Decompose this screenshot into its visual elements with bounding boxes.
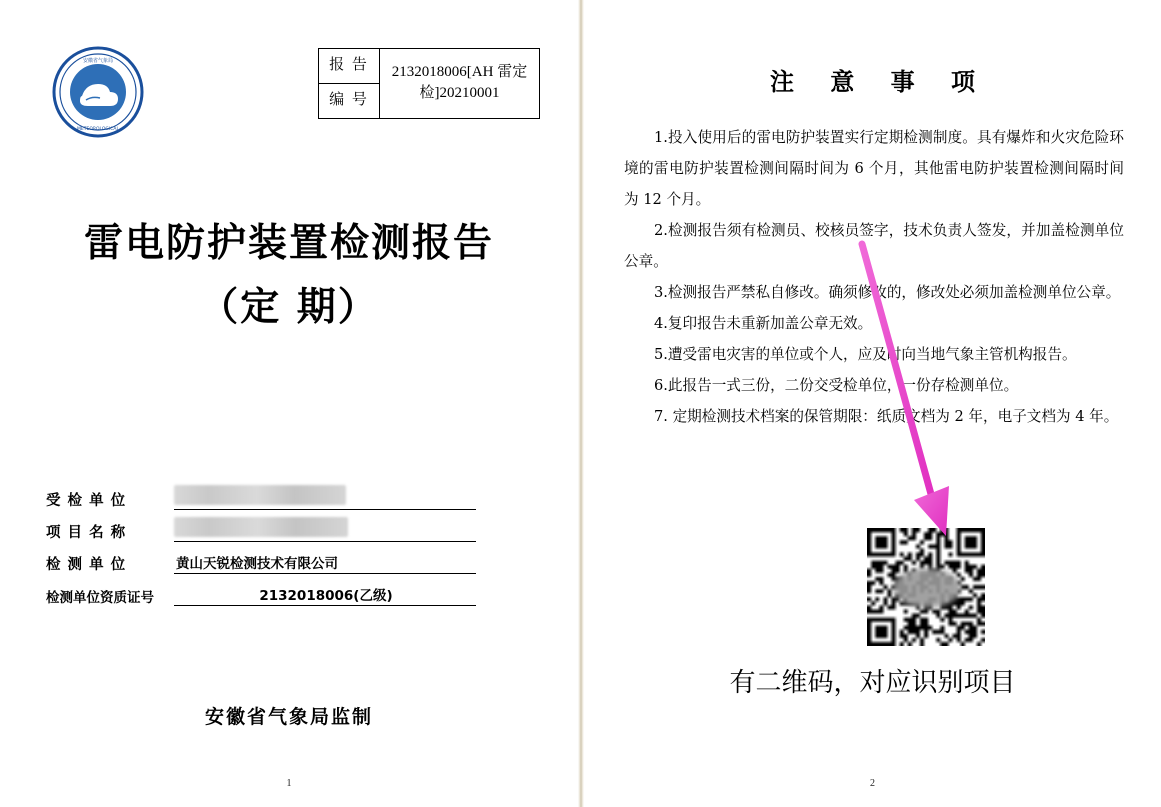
field-value: 2132018006(乙级) [174,584,476,606]
qr-redaction-mask [893,568,961,608]
meteorological-bureau-logo-icon [52,46,144,138]
page-right [584,0,1161,807]
list-item: 1.投入使用后的雷电防护装置实行定期检测制度。具有爆炸和火灾危险环境的雷电防护装置检测间隔时间为 6 个月，其他雷电防护装置检测间隔时间为 12 个月。 [624,129,1124,208]
field-label: 检测单位资质证号 [46,590,154,606]
field-row-testing-unit [46,546,476,574]
field-label: 检 测 单 位 [46,557,127,573]
qr-caption: 有二维码，对应识别项目 [729,668,1016,698]
page-number-right: 2 [870,778,875,789]
redaction-mask [174,517,348,537]
list-item: 7. 定期检测技术档案的保管期限：纸质文档为 2 年，电子文档为 4 年。 [654,408,1119,425]
list-item: 6.此报告一式三份，二份交受检单位，一份存检测单位。 [654,377,1019,394]
page-subtitle: （定 期） [199,284,379,330]
list-item: 3.检测报告严禁私自修改。确须修改的，修改处必须加盖检测单位公章。 [654,284,1121,301]
page-number-left: 1 [286,778,292,789]
report-no-value: 2132018006[AH 雷定检]20210001 [380,49,540,119]
field-label: 项 目 名 称 [46,525,127,541]
report-no-label-line1: 报 告 [319,49,380,84]
list-item: 5.遭受雷电灾害的单位或个人，应及时向当地气象主管机构报告。 [654,346,1077,363]
report-number-table [318,48,540,119]
field-row-qualification-no [46,578,476,606]
field-value: 黄山天锐检测技术有限公司 [174,552,476,574]
field-value [174,488,476,510]
field-row-inspected-unit [46,482,476,510]
qr-code [867,528,985,646]
list-item: 2.检测报告须有检测员、校核员签字，技术负责人签发，并加盖检测单位公章。 [624,222,1124,270]
issuer-line: 安徽省气象局监制 [204,706,373,728]
field-row-project-name [46,514,476,542]
field-label: 受 检 单 位 [46,493,127,509]
svg-text:METEOROLOGICAL: METEOROLOGICAL [77,127,119,132]
field-value [174,520,476,542]
svg-text:安徽省气象局: 安徽省气象局 [82,58,114,64]
page-title: 雷电防护装置检测报告 [83,220,494,266]
report-no-label-line2: 编 号 [319,83,380,118]
notice-list [624,122,1124,432]
table-row [319,49,540,84]
form-fields [46,482,476,610]
page-left [0,0,578,807]
redaction-mask [174,485,346,505]
notice-title: 注 意 事 项 [769,67,990,96]
list-item: 4.复印报告未重新加盖公章无效。 [654,315,873,332]
